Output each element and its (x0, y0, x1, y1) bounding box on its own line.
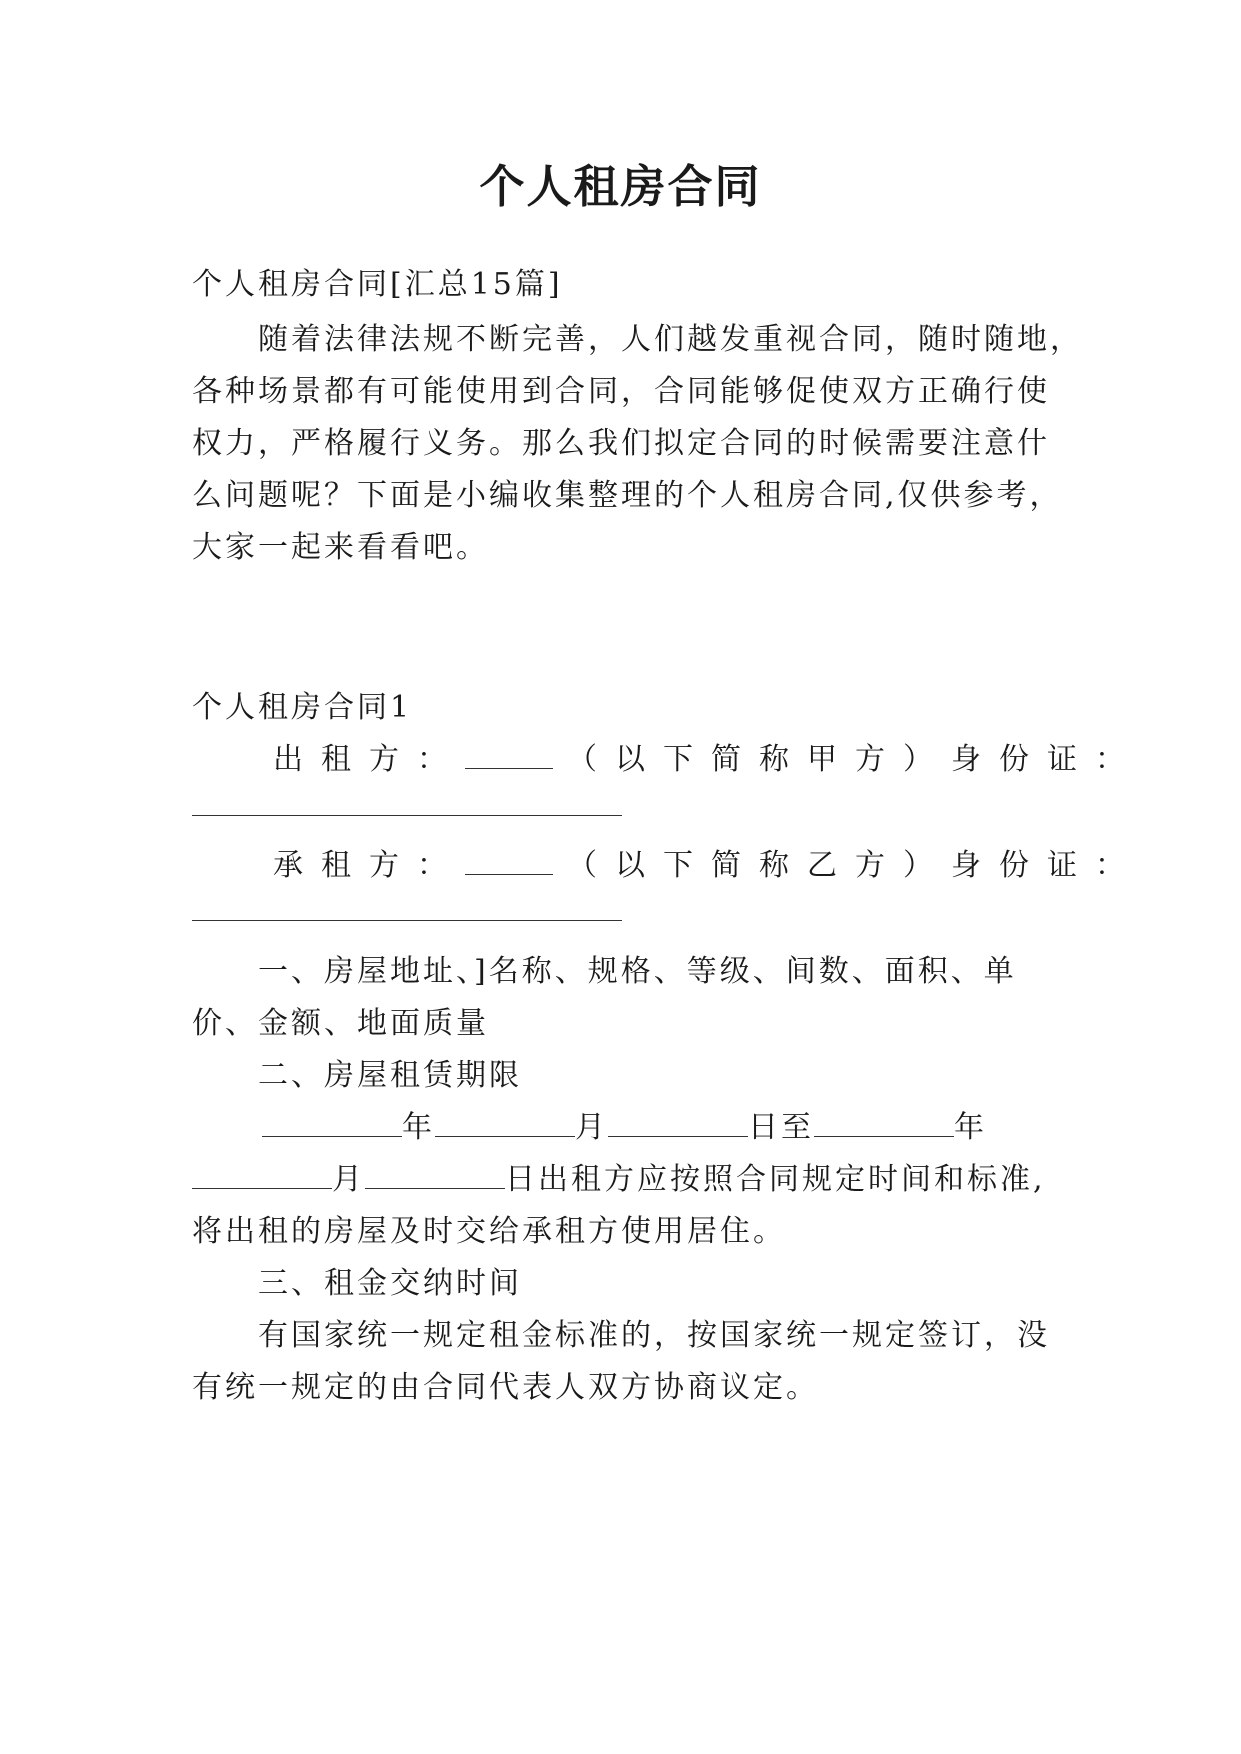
term-year: 年 (402, 1110, 435, 1145)
start-day-blank (608, 1132, 748, 1137)
lessee-line (273, 846, 1143, 886)
clause-1-line-1: 一、房屋地址、]名称、规格、等级、间数、面积、单 (258, 954, 1017, 989)
term-line-1 (262, 1108, 1122, 1148)
lessor-name-blank (465, 764, 553, 769)
start-year-blank (262, 1132, 402, 1137)
term-month: 月 (575, 1110, 608, 1145)
start-month-blank (435, 1132, 575, 1137)
document-title: 个人租房合同 (479, 160, 762, 213)
intro-line-4: 么问题呢？下面是小编收集整理的个人租房合同,仅供参考， (192, 478, 1063, 513)
lessor-suffix: （以下简称甲方）身份证： (567, 742, 1143, 777)
lessor-label: 出租方： (273, 742, 465, 777)
intro-line-3: 权力，严格履行义务。那么我们拟定合同的时候需要注意什 (192, 426, 1050, 461)
term-line-3: 将出租的房屋及时交给承租方使用居住。 (192, 1214, 786, 1249)
lessee-label: 承租方： (273, 848, 465, 883)
clause-2-heading: 二、房屋租赁期限 (258, 1058, 522, 1093)
end-year-blank (814, 1132, 954, 1137)
intro-line-5: 大家一起来看看吧。 (192, 530, 489, 565)
clause-3-heading: 三、租金交纳时间 (258, 1266, 522, 1301)
end-day-blank (365, 1184, 505, 1189)
lessor-id-blank (192, 815, 622, 816)
document-subtitle: 个人租房合同[汇总15篇] (192, 267, 563, 302)
intro-line-1: 随着法律法规不断完善，人们越发重视合同，随时随地， (258, 322, 1083, 357)
term-line-2-text: 日出租方应按照合同规定时间和标准, (505, 1162, 1046, 1197)
clause-3-line-2: 有统一规定的由合同代表人双方协商议定。 (192, 1370, 819, 1405)
clause-3-line-1: 有国家统一规定租金标准的，按国家统一规定签订，没 (258, 1318, 1050, 1353)
lessee-name-blank (465, 870, 553, 875)
lessor-line (273, 740, 1143, 780)
term-month-2: 月 (332, 1162, 365, 1197)
term-year-2: 年 (954, 1110, 987, 1145)
clause-1-line-2: 价、金额、地面质量 (192, 1006, 489, 1041)
term-day-to: 日至 (748, 1110, 814, 1145)
intro-line-2: 各种场景都有可能使用到合同，合同能够促使双方正确行使 (192, 374, 1050, 409)
term-line-2 (192, 1160, 1052, 1200)
lessee-suffix: （以下简称乙方）身份证： (567, 848, 1143, 883)
section-heading: 个人租房合同1 (192, 690, 413, 725)
end-month-blank (192, 1184, 332, 1189)
lessee-id-blank (192, 920, 622, 921)
